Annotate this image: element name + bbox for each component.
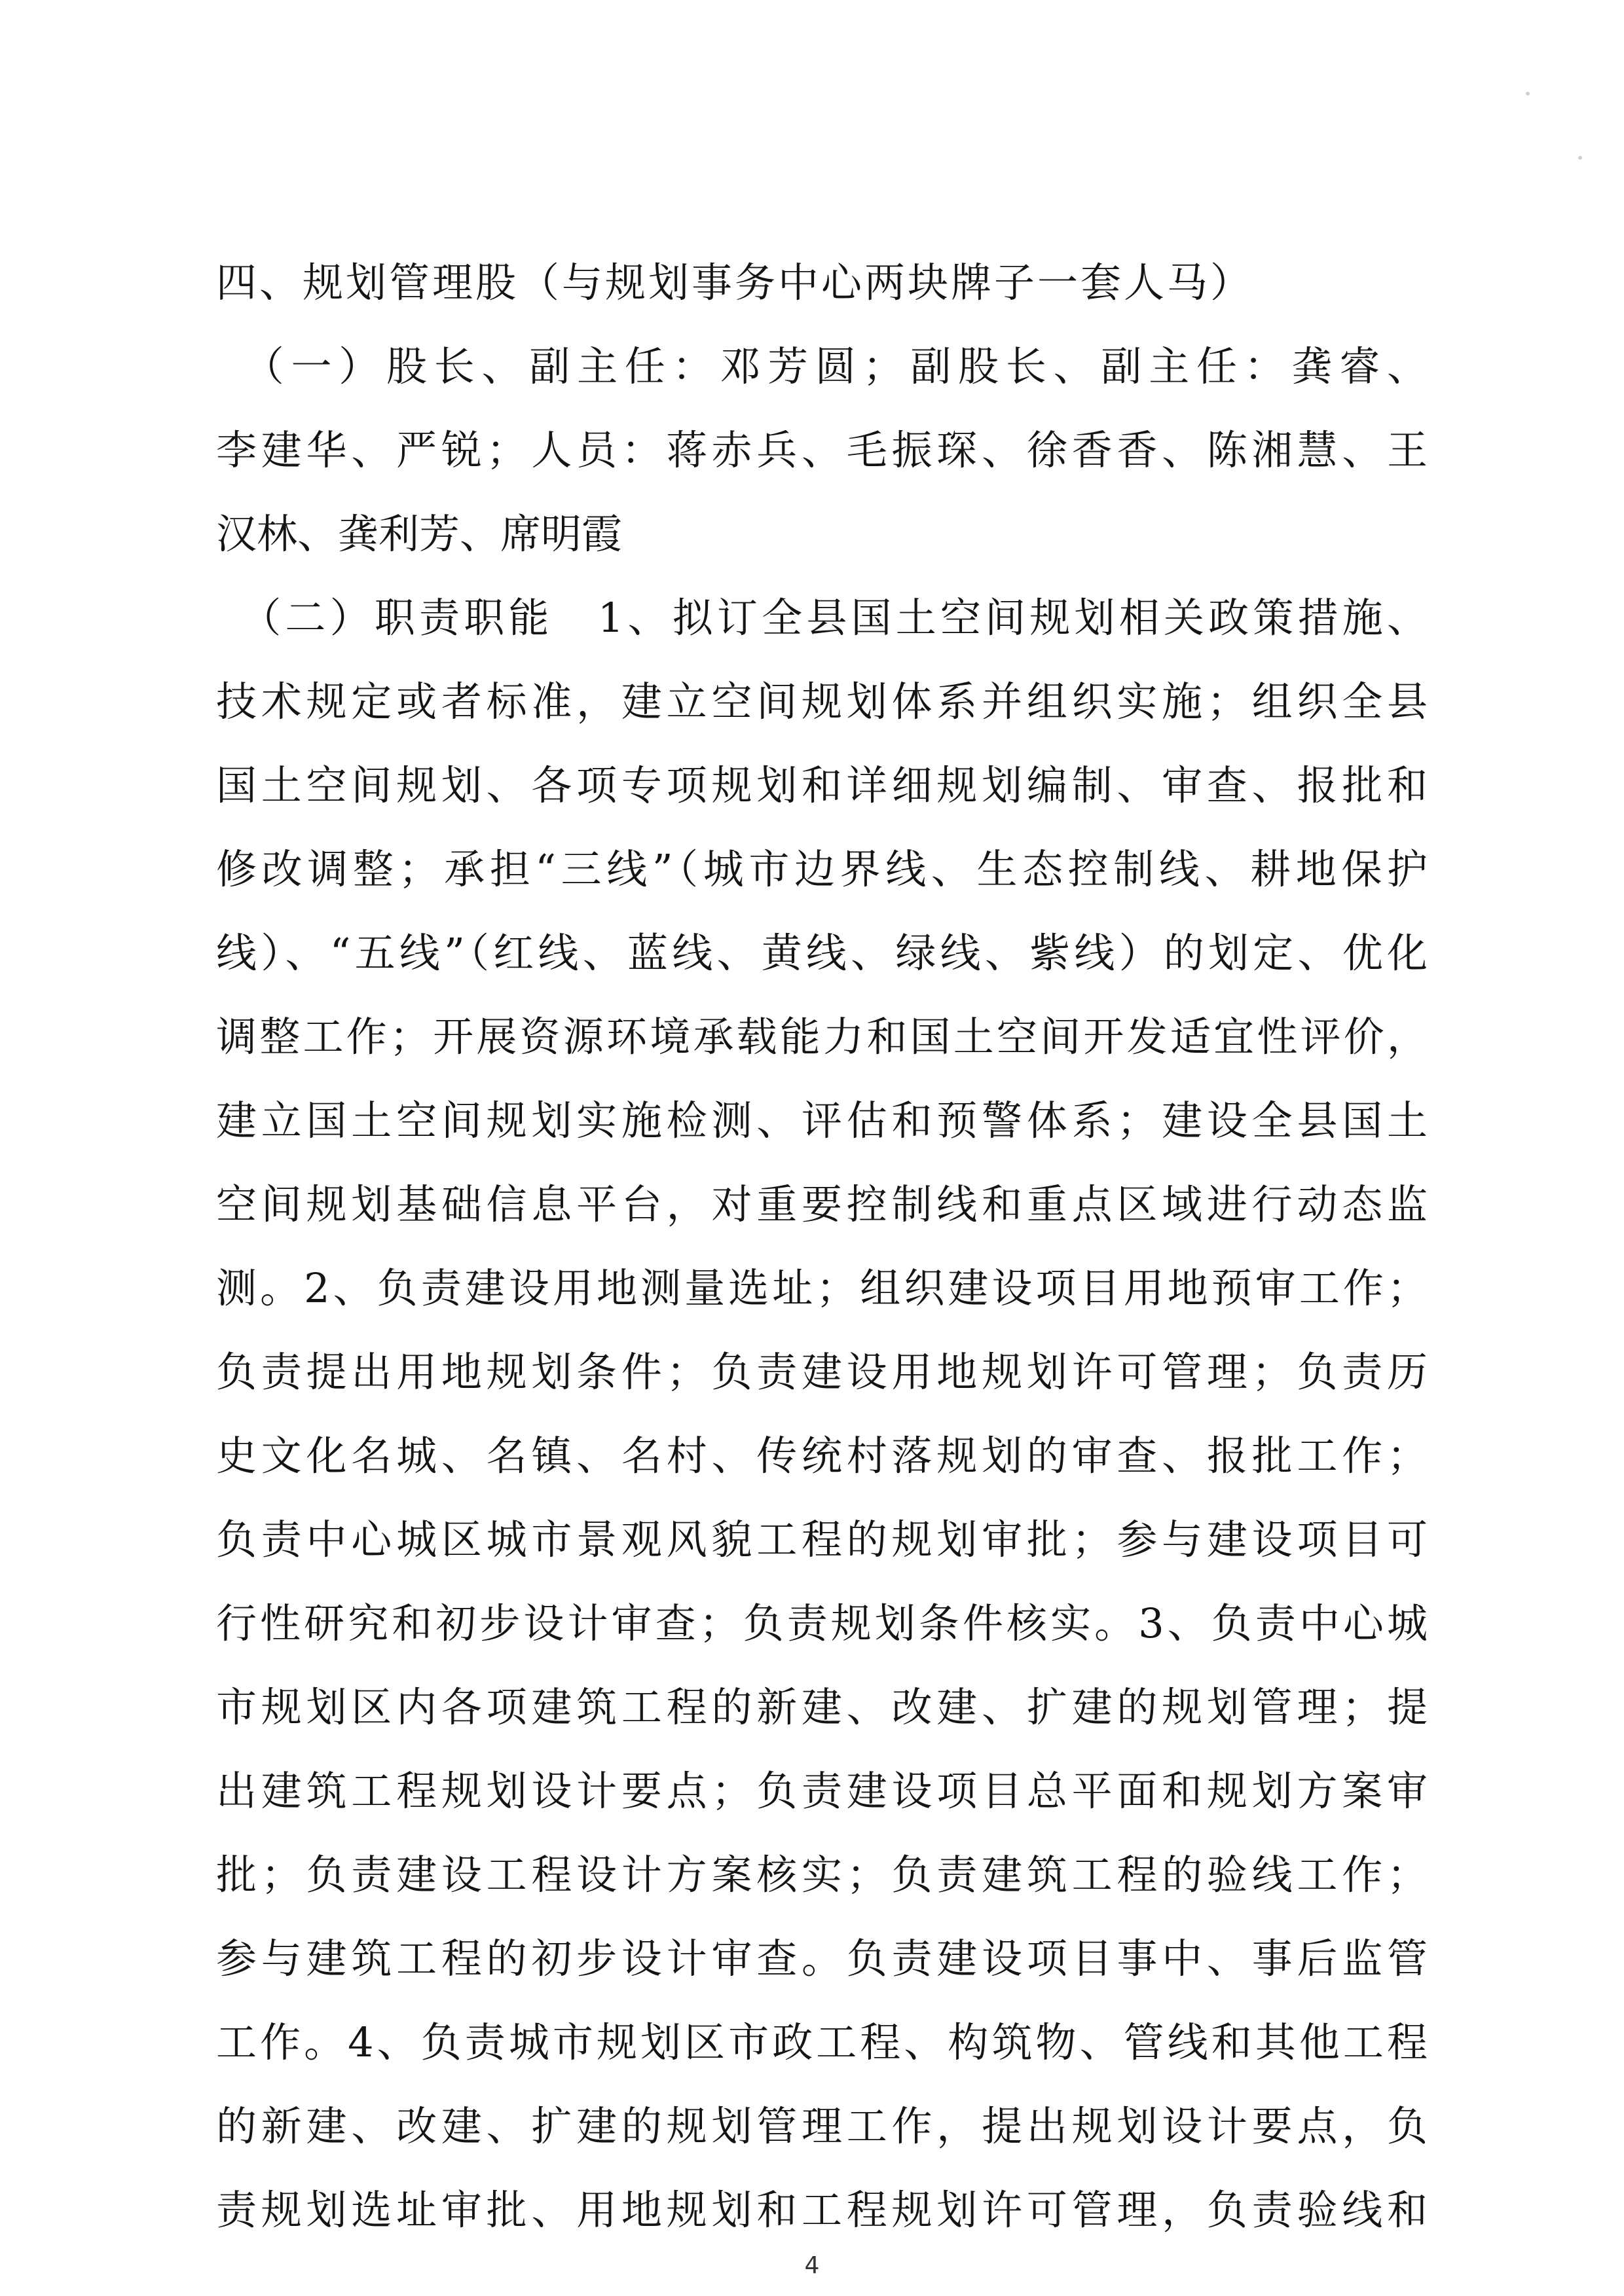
paragraph-line: 修改调整；承担“三线”（城市边界线、生态控制线、耕地保护: [216, 845, 1428, 893]
scan-speck: [1526, 92, 1530, 96]
paragraph-line: 史文化名城、名镇、名村、传统村落规划的审查、报批工作；: [216, 1432, 1428, 1480]
paragraph-line: 工作。4、负责城市规划区市政工程、构筑物、管线和其他工程: [216, 2018, 1428, 2066]
paragraph-line: 责规划选址审批、用地规划和工程规划许可管理，负责验线和: [216, 2186, 1428, 2234]
section-heading: 四、规划管理股（与规划事务中心两块牌子一套人马）: [216, 259, 1254, 306]
paragraph-line: 李建华、严锐；人员：蒋赤兵、毛振琛、徐香香、陈湘慧、王: [216, 426, 1428, 474]
paragraph-line: 国土空间规划、各项专项规划和详细规划编制、审查、报批和: [216, 761, 1428, 809]
paragraph-line: 线）、“五线”（红线、蓝线、黄线、绿线、紫线）的划定、优化: [216, 929, 1428, 977]
paragraph-line: 测。2、负责建设用地测量选址；组织建设项目用地预审工作；: [216, 1264, 1428, 1312]
paragraph-line: 负责提出用地规划条件；负责建设用地规划许可管理；负责历: [216, 1348, 1428, 1396]
page-number: 4: [804, 2252, 820, 2279]
scan-speck: [1578, 156, 1582, 160]
paragraph-line: 负责中心城区城市景观风貌工程的规划审批；参与建设项目可: [216, 1516, 1428, 1563]
paragraph-line: （二）职责职能 1、拟订全县国土空间规划相关政策措施、: [216, 594, 1428, 642]
paragraph-line: 的新建、改建、扩建的规划管理工作，提出规划设计要点，负: [216, 2102, 1428, 2150]
paragraph-line: （一）股长、副主任：邓芳圆；副股长、副主任：龚睿、: [216, 342, 1428, 390]
paragraph-line: 建立国土空间规划实施检测、评估和预警体系；建设全县国土: [216, 1097, 1428, 1144]
paragraph-line: 行性研究和初步设计审查；负责规划条件核实。3、负责中心城: [216, 1599, 1428, 1647]
paragraph-line: 市规划区内各项建筑工程的新建、改建、扩建的规划管理；提: [216, 1683, 1428, 1731]
paragraph-line: 参与建筑工程的初步设计审查。负责建设项目事中、事后监管: [216, 1935, 1428, 1982]
paragraph-line: 技术规定或者标准，建立空间规划体系并组织实施；组织全县: [216, 678, 1428, 725]
paragraph-line: 出建筑工程规划设计要点；负责建设项目总平面和规划方案审: [216, 1767, 1428, 1815]
paragraph-line: 批；负责建设工程设计方案核实；负责建筑工程的验线工作；: [216, 1851, 1428, 1899]
paragraph-line: 调整工作；开展资源环境承载能力和国土空间开发适宜性评价，: [216, 1013, 1428, 1061]
paragraph-line: 汉林、龚利芳、席明霞: [216, 510, 623, 558]
paragraph-line: 空间规划基础信息平台，对重要控制线和重点区域进行动态监: [216, 1180, 1428, 1228]
